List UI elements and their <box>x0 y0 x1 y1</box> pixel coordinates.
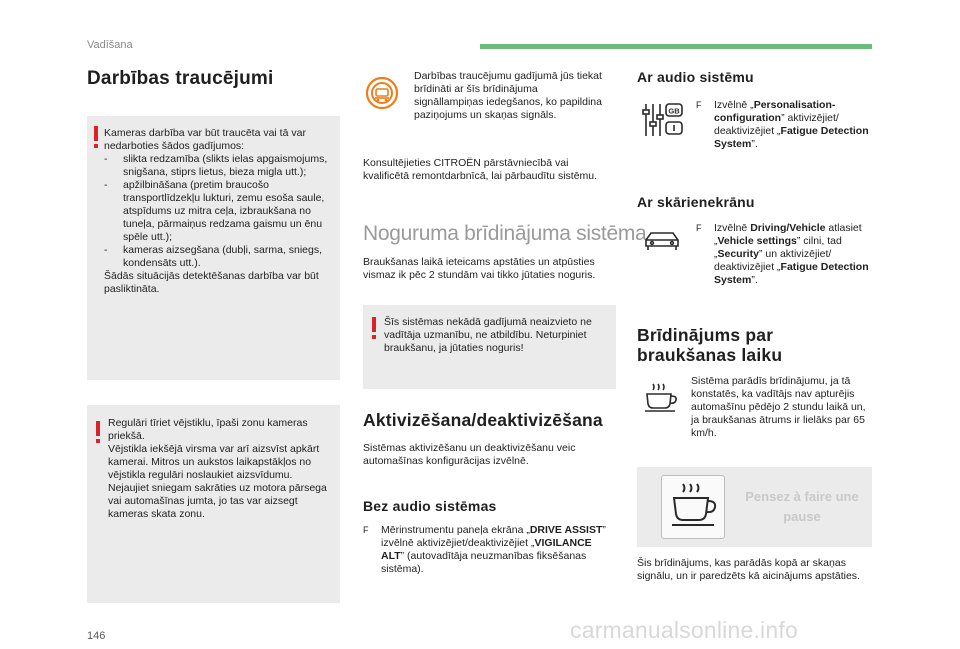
exclamation-icon <box>95 421 101 443</box>
audio-instruction: F Izvēlnē „Personalisation-configuration” aktivizējiet/ deaktivizējiet „Fatigue Detection System”. <box>696 99 869 150</box>
warning-paragraph: Regulāri tīriet vējstiklu, īpaši zonu kameras priekšā. <box>108 417 308 442</box>
warning-intro: Kameras darbība var būt traucēta vai tā var nedarboties šādos gadījumos: <box>104 127 306 152</box>
section-label: Vadīšana <box>87 39 133 51</box>
fatigue-system-title: Noguruma brīdinājuma sistēma <box>363 222 647 245</box>
car-icon <box>642 228 682 254</box>
touchscreen-title: Ar skārienekrānu <box>637 194 755 210</box>
list-item: - slikta redzamība (slikts ielas apgaismojums, snigšana, stiprs lietus, bieza migla utt.); <box>104 153 328 178</box>
warning-box-windscreen <box>87 405 340 603</box>
no-audio-title: Bez audio sistēmas <box>363 498 497 514</box>
exclamation-icon <box>93 126 99 148</box>
driver-attention-warning-icon <box>365 76 399 110</box>
warning-text: Šīs sistēmas nekādā gadījumā neaizvieto ne vadītāja uzmanību, ne atbildību. Neturpiniet braukšanu, ja jūtaties noguris! <box>384 316 592 354</box>
activation-title: Aktivizēšana/deaktivizēšana <box>363 410 603 430</box>
exclamation-icon <box>371 317 377 339</box>
driving-time-text: Sistēma parādīs brīdinājumu, ja tā konstatēs, ka vadītājs nav apturējis automašīnu pēdējo 2 stundu laikā un, ja braukšanas ātrums ir lielāks par 65 km/h. <box>691 375 866 439</box>
consult-text: Konsultējieties CITROËN pārstāvniecībā vai kvalificētā remontdarbnīcā, lai pārbaudītu sistēmu. <box>363 157 598 182</box>
no-audio-instruction: F Mērinstrumentu paneļa ekrāna „DRIVE ASSIST” izvēlnē aktivizējiet/deaktivizējiet „VIGILANCE ALT” (autovadītāja neuzmanības fiksēšanas sistēma). <box>363 524 606 575</box>
warning-box-responsibility <box>363 305 616 389</box>
list-item: - kameras aizsegšana (dubļi, sarma, sniegs, kondensāts utt.). <box>104 244 323 269</box>
coffee-cup-icon <box>643 382 679 414</box>
bullet-arrow-icon: F <box>363 525 369 535</box>
touchscreen-instruction: F Izvēlnē Driving/Vehicle atlasiet „Vehicle settings” cilni, tad „Security” un aktivizējiet/ deaktivizējiet „Fatigue Detection System”. <box>696 222 869 286</box>
page-number: 146 <box>87 630 106 642</box>
display-icon-frame <box>661 475 725 539</box>
header-accent-bar <box>480 44 872 49</box>
warning-paragraph: Vējstikla iekšējā virsma var arī aizsvīst apkārt kamerai. Mitros un aukstos laikapstākļos no vējstikla regulāri noslaukiet aizsvīdumu. <box>108 443 320 481</box>
watermark: carmanualsonline.info <box>570 617 798 643</box>
warning-outro: Šādās situācijās detektēšanas darbība var būt pasliktināta. <box>104 270 319 295</box>
audio-system-title: Ar audio sistēmu <box>637 69 754 85</box>
warning-paragraph: Nejaujiet sniegam sakrāties uz motora pārsega vai automašīnas jumta, jo tas var aizsegt kameras skata zonu. <box>108 482 327 520</box>
gb-label: GB <box>668 106 680 116</box>
activation-text: Sistēmas aktivizēšanu un deaktivizēšanu veic automašīnas konfigurācijas izvēlnē. <box>363 442 576 467</box>
list-item: - apžilbināšana (pretim braucošo transportlīdzekļu lukturi, zemu esoša saule, atspīdums uz mitra ceļa, izbraukšana no tuneļa, pārmaiņus redzama gaismu un ēnu spēle utt.); <box>104 179 325 243</box>
bullet-arrow-icon: F <box>696 100 702 110</box>
coffee-cup-icon <box>662 476 723 537</box>
malfunction-title: Darbības traucējumi <box>87 68 274 89</box>
fatigue-system-text: Braukšanas laikā ieteicams apstāties un atpūsties vismaz ik pēc 2 stundām vai tikko jūtaties noguris. <box>363 256 596 281</box>
final-text: Šis brīdinājums, kas parādās kopā ar skaņas signālu, un ir paredzēts kā aicinājums apstāties. <box>637 557 860 582</box>
display-message-text: Pensez à faire une pause <box>745 489 859 524</box>
bullet-arrow-icon: F <box>696 223 702 233</box>
alert-text: Darbības traucējumu gadījumā jūs tiekat brīdināti ar šīs brīdinājuma signāllampiņas iedegšanos, ko papildina paziņojums un skaņas signāls. <box>414 70 602 121</box>
settings-sliders-icon <box>641 100 685 140</box>
display-message-panel <box>637 467 872 547</box>
warning-box-camera-conditions <box>87 116 340 380</box>
driving-time-title: Brīdinājums par braukšanas laiku <box>637 325 783 365</box>
